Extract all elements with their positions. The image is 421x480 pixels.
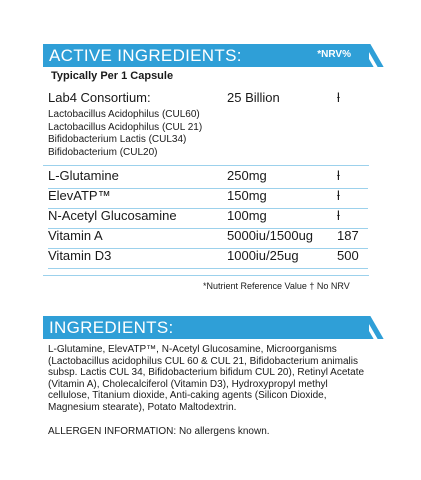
row-divider xyxy=(43,165,369,166)
nutrient-row xyxy=(48,208,368,229)
nutrient-nrv: ƚ xyxy=(337,188,340,203)
ingredients-banner xyxy=(43,316,369,339)
per-capsule-label: Typically Per 1 Capsule xyxy=(51,70,174,82)
ingredients-text: L-Glutamine, ElevATP™, N-Acetyl Glucosamine, Microorganisms (Lactobacillus acidophilus CUL 60 & CUL 21, Bifidobacterium animalis subsp. Lactis CUL 34, Bifidobacterium bifidum CUL 20), Retinyl Acetate (Vitamin A), Cholecalciferol (Vitamin D3), Hydroxypropyl methyl cellulose, Titanium dioxide, Anti-caking agents (Silicon Dioxide, Magnesium stearate), Potato Maltodextrin. xyxy=(48,344,365,413)
nutrient-nrv: ƚ xyxy=(337,168,340,183)
nutrient-row xyxy=(48,248,368,269)
consortium-row xyxy=(48,90,368,110)
nrv-footnote: *Nutrient Reference Value † No NRV xyxy=(203,281,350,291)
nutrient-amount: 1000iu/25ug xyxy=(227,248,299,263)
nutrient-amount: 150mg xyxy=(227,188,267,203)
strain-item: Lactobacillus Acidophilus (CUL60) xyxy=(48,109,200,120)
strain-item: Bifidobacterium (CUL20) xyxy=(48,146,158,158)
strain-list xyxy=(48,109,202,159)
consortium-nrv: ƚ xyxy=(337,90,340,105)
nutrient-row xyxy=(48,188,368,209)
strain-item: Lactobacillus Acidophilus (CUL 21) xyxy=(48,121,203,133)
table-bottom-divider xyxy=(43,275,369,276)
nutrient-amount: 100mg xyxy=(227,208,267,223)
nutrient-amount: 250mg xyxy=(227,168,267,183)
active-ingredients-banner xyxy=(43,44,369,67)
nrv-header: *NRV% xyxy=(317,49,351,60)
active-ingredients-title: ACTIVE INGREDIENTS: xyxy=(49,46,242,65)
allergen-information: ALLERGEN INFORMATION: No allergens known. xyxy=(48,426,270,437)
nutrient-name: Vitamin A xyxy=(48,228,103,243)
nutrient-name: L-Glutamine xyxy=(48,168,119,183)
consortium-name: Lab4 Consortium: xyxy=(48,90,151,105)
nutrient-nrv: 187 xyxy=(337,228,359,243)
nutrient-nrv: ƚ xyxy=(337,208,340,223)
nutrient-name: Vitamin D3 xyxy=(48,248,112,263)
nutrient-nrv: 500 xyxy=(337,248,359,263)
strain-item: Bifidobacterium Lactis (CUL34) xyxy=(48,134,187,145)
nutrient-name: N-Acetyl Glucosamine xyxy=(48,208,177,223)
consortium-amount: 25 Billion xyxy=(227,90,280,105)
nutrient-row xyxy=(48,168,368,189)
nutrient-name: ElevATP™ xyxy=(48,188,111,203)
ingredients-title: INGREDIENTS: xyxy=(49,318,174,337)
nutrient-row xyxy=(48,228,368,249)
nutrient-amount: 5000iu/1500ug xyxy=(227,228,314,243)
